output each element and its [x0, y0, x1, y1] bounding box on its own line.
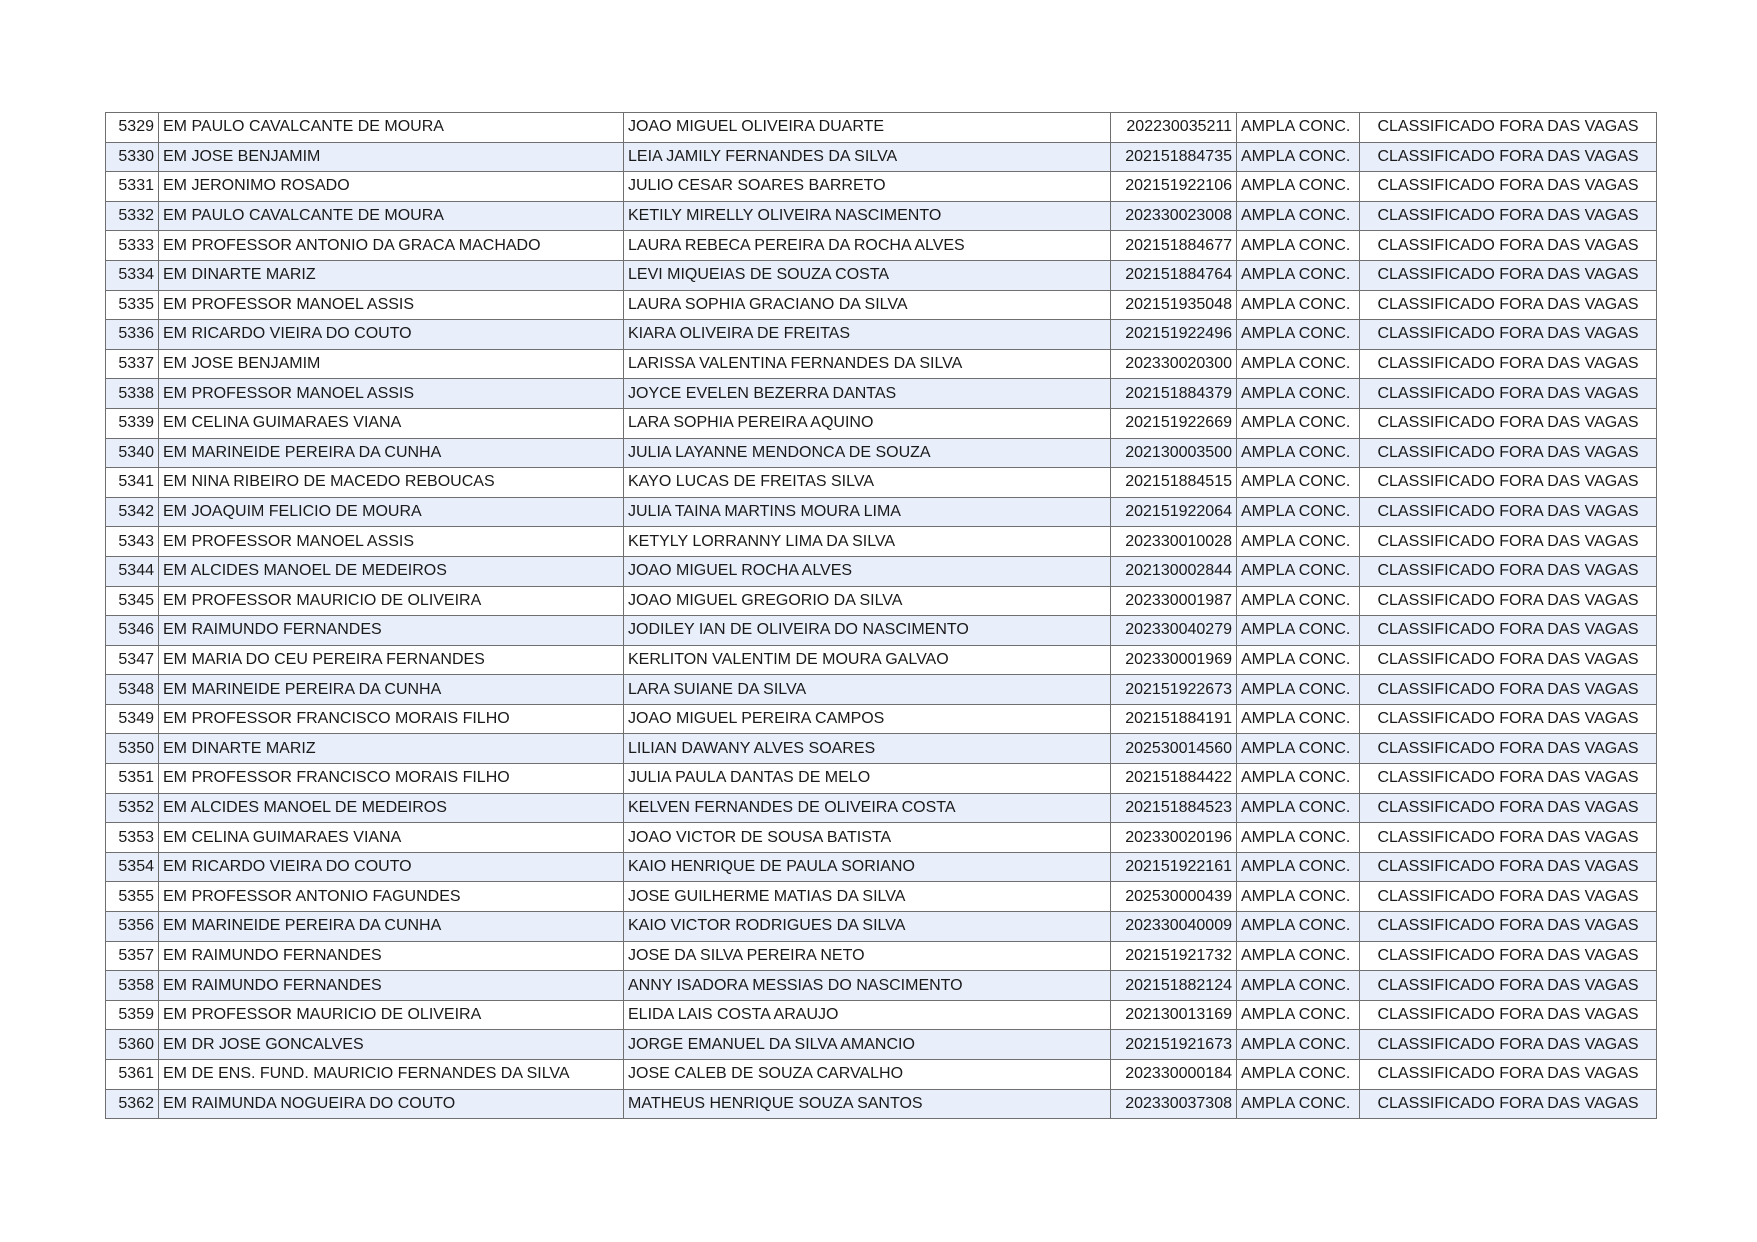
cell-position: 5331	[106, 172, 159, 202]
cell-status: CLASSIFICADO FORA DAS VAGAS	[1360, 1089, 1657, 1119]
cell-student-name: JODILEY IAN DE OLIVEIRA DO NASCIMENTO	[624, 616, 1111, 646]
cell-position: 5341	[106, 468, 159, 498]
cell-category: AMPLA CONC.	[1237, 468, 1360, 498]
cell-school: EM DINARTE MARIZ	[159, 734, 624, 764]
cell-registration: 202151884523	[1111, 793, 1237, 823]
cell-status: CLASSIFICADO FORA DAS VAGAS	[1360, 260, 1657, 290]
table-row	[106, 497, 1657, 527]
cell-registration: 202151884379	[1111, 379, 1237, 409]
table-row	[106, 675, 1657, 705]
cell-student-name: JOAO MIGUEL ROCHA ALVES	[624, 556, 1111, 586]
cell-status: CLASSIFICADO FORA DAS VAGAS	[1360, 201, 1657, 231]
cell-position: 5333	[106, 231, 159, 261]
cell-school: EM PAULO CAVALCANTE DE MOURA	[159, 201, 624, 231]
cell-position: 5330	[106, 142, 159, 172]
cell-status: CLASSIFICADO FORA DAS VAGAS	[1360, 320, 1657, 350]
cell-school: EM PROFESSOR MANOEL ASSIS	[159, 290, 624, 320]
cell-registration: 202330037308	[1111, 1089, 1237, 1119]
cell-category: AMPLA CONC.	[1237, 882, 1360, 912]
cell-registration: 202330020196	[1111, 823, 1237, 853]
cell-registration: 202330010028	[1111, 527, 1237, 557]
cell-student-name: KAYO LUCAS DE FREITAS SILVA	[624, 468, 1111, 498]
cell-status: CLASSIFICADO FORA DAS VAGAS	[1360, 438, 1657, 468]
cell-school: EM PROFESSOR MANOEL ASSIS	[159, 527, 624, 557]
table-row	[106, 704, 1657, 734]
cell-position: 5346	[106, 616, 159, 646]
cell-student-name: JOAO MIGUEL PEREIRA CAMPOS	[624, 704, 1111, 734]
cell-school: EM PAULO CAVALCANTE DE MOURA	[159, 113, 624, 143]
cell-student-name: JOSE DA SILVA PEREIRA NETO	[624, 941, 1111, 971]
cell-category: AMPLA CONC.	[1237, 1000, 1360, 1030]
cell-status: CLASSIFICADO FORA DAS VAGAS	[1360, 527, 1657, 557]
cell-category: AMPLA CONC.	[1237, 201, 1360, 231]
cell-registration: 202530014560	[1111, 734, 1237, 764]
cell-status: CLASSIFICADO FORA DAS VAGAS	[1360, 675, 1657, 705]
cell-position: 5353	[106, 823, 159, 853]
cell-category: AMPLA CONC.	[1237, 734, 1360, 764]
cell-registration: 202151922496	[1111, 320, 1237, 350]
cell-registration: 202151884677	[1111, 231, 1237, 261]
table-row	[106, 882, 1657, 912]
cell-category: AMPLA CONC.	[1237, 912, 1360, 942]
cell-status: CLASSIFICADO FORA DAS VAGAS	[1360, 823, 1657, 853]
cell-position: 5338	[106, 379, 159, 409]
cell-school: EM JERONIMO ROSADO	[159, 172, 624, 202]
cell-position: 5357	[106, 941, 159, 971]
table-row	[106, 113, 1657, 143]
cell-school: EM ALCIDES MANOEL DE MEDEIROS	[159, 793, 624, 823]
cell-registration: 202530000439	[1111, 882, 1237, 912]
cell-student-name: KAIO HENRIQUE DE PAULA SORIANO	[624, 852, 1111, 882]
cell-registration: 202151884422	[1111, 764, 1237, 794]
cell-registration: 202151922161	[1111, 852, 1237, 882]
cell-registration: 202151922064	[1111, 497, 1237, 527]
cell-registration: 202330001987	[1111, 586, 1237, 616]
cell-position: 5336	[106, 320, 159, 350]
table-row	[106, 793, 1657, 823]
cell-status: CLASSIFICADO FORA DAS VAGAS	[1360, 349, 1657, 379]
cell-category: AMPLA CONC.	[1237, 616, 1360, 646]
table-row	[106, 260, 1657, 290]
cell-student-name: LAURA SOPHIA GRACIANO DA SILVA	[624, 290, 1111, 320]
cell-student-name: JOYCE EVELEN BEZERRA DANTAS	[624, 379, 1111, 409]
cell-position: 5361	[106, 1060, 159, 1090]
cell-student-name: LARA SUIANE DA SILVA	[624, 675, 1111, 705]
cell-student-name: KETYLY LORRANNY LIMA DA SILVA	[624, 527, 1111, 557]
cell-category: AMPLA CONC.	[1237, 290, 1360, 320]
cell-registration: 202330020300	[1111, 349, 1237, 379]
cell-school: EM PROFESSOR ANTONIO FAGUNDES	[159, 882, 624, 912]
cell-status: CLASSIFICADO FORA DAS VAGAS	[1360, 379, 1657, 409]
table-row	[106, 971, 1657, 1001]
cell-category: AMPLA CONC.	[1237, 172, 1360, 202]
cell-category: AMPLA CONC.	[1237, 1030, 1360, 1060]
cell-status: CLASSIFICADO FORA DAS VAGAS	[1360, 290, 1657, 320]
cell-position: 5358	[106, 971, 159, 1001]
cell-school: EM RAIMUNDO FERNANDES	[159, 941, 624, 971]
cell-school: EM CELINA GUIMARAES VIANA	[159, 823, 624, 853]
cell-registration: 202330001969	[1111, 645, 1237, 675]
table-row	[106, 734, 1657, 764]
table-row	[106, 320, 1657, 350]
cell-school: EM DINARTE MARIZ	[159, 260, 624, 290]
cell-student-name: LAURA REBECA PEREIRA DA ROCHA ALVES	[624, 231, 1111, 261]
cell-category: AMPLA CONC.	[1237, 1089, 1360, 1119]
table-row	[106, 290, 1657, 320]
cell-registration: 202151884764	[1111, 260, 1237, 290]
cell-registration: 202330040009	[1111, 912, 1237, 942]
table-row	[106, 349, 1657, 379]
cell-status: CLASSIFICADO FORA DAS VAGAS	[1360, 882, 1657, 912]
cell-registration: 202130013169	[1111, 1000, 1237, 1030]
cell-student-name: KAIO VICTOR RODRIGUES DA SILVA	[624, 912, 1111, 942]
cell-student-name: JOSE GUILHERME MATIAS DA SILVA	[624, 882, 1111, 912]
cell-status: CLASSIFICADO FORA DAS VAGAS	[1360, 497, 1657, 527]
table-row	[106, 586, 1657, 616]
cell-category: AMPLA CONC.	[1237, 941, 1360, 971]
cell-position: 5343	[106, 527, 159, 557]
cell-student-name: LARISSA VALENTINA FERNANDES DA SILVA	[624, 349, 1111, 379]
cell-school: EM DE ENS. FUND. MAURICIO FERNANDES DA SILVA	[159, 1060, 624, 1090]
cell-school: EM RICARDO VIEIRA DO COUTO	[159, 852, 624, 882]
table-row	[106, 556, 1657, 586]
table-row	[106, 1000, 1657, 1030]
cell-category: AMPLA CONC.	[1237, 142, 1360, 172]
cell-student-name: JORGE EMANUEL DA SILVA AMANCIO	[624, 1030, 1111, 1060]
cell-status: CLASSIFICADO FORA DAS VAGAS	[1360, 704, 1657, 734]
cell-student-name: JULIA LAYANNE MENDONCA DE SOUZA	[624, 438, 1111, 468]
table-row	[106, 527, 1657, 557]
cell-status: CLASSIFICADO FORA DAS VAGAS	[1360, 912, 1657, 942]
cell-category: AMPLA CONC.	[1237, 793, 1360, 823]
cell-school: EM RICARDO VIEIRA DO COUTO	[159, 320, 624, 350]
cell-registration: 202151884735	[1111, 142, 1237, 172]
table-row	[106, 823, 1657, 853]
cell-position: 5334	[106, 260, 159, 290]
cell-position: 5355	[106, 882, 159, 912]
cell-student-name: KELVEN FERNANDES DE OLIVEIRA COSTA	[624, 793, 1111, 823]
cell-status: CLASSIFICADO FORA DAS VAGAS	[1360, 852, 1657, 882]
cell-school: EM RAIMUNDA NOGUEIRA DO COUTO	[159, 1089, 624, 1119]
table-row	[106, 764, 1657, 794]
cell-position: 5350	[106, 734, 159, 764]
cell-student-name: KERLITON VALENTIM DE MOURA GALVAO	[624, 645, 1111, 675]
cell-student-name: KETILY MIRELLY OLIVEIRA NASCIMENTO	[624, 201, 1111, 231]
cell-school: EM MARINEIDE PEREIRA DA CUNHA	[159, 438, 624, 468]
table-row	[106, 231, 1657, 261]
cell-category: AMPLA CONC.	[1237, 852, 1360, 882]
cell-school: EM MARIA DO CEU PEREIRA FERNANDES	[159, 645, 624, 675]
cell-registration: 202130003500	[1111, 438, 1237, 468]
cell-school: EM RAIMUNDO FERNANDES	[159, 616, 624, 646]
cell-school: EM ALCIDES MANOEL DE MEDEIROS	[159, 556, 624, 586]
cell-category: AMPLA CONC.	[1237, 823, 1360, 853]
cell-student-name: JULIA TAINA MARTINS MOURA LIMA	[624, 497, 1111, 527]
cell-category: AMPLA CONC.	[1237, 764, 1360, 794]
cell-position: 5344	[106, 556, 159, 586]
cell-status: CLASSIFICADO FORA DAS VAGAS	[1360, 941, 1657, 971]
cell-position: 5340	[106, 438, 159, 468]
table-row	[106, 1089, 1657, 1119]
cell-category: AMPLA CONC.	[1237, 349, 1360, 379]
cell-category: AMPLA CONC.	[1237, 527, 1360, 557]
cell-status: CLASSIFICADO FORA DAS VAGAS	[1360, 172, 1657, 202]
cell-school: EM PROFESSOR FRANCISCO MORAIS FILHO	[159, 704, 624, 734]
cell-category: AMPLA CONC.	[1237, 113, 1360, 143]
cell-category: AMPLA CONC.	[1237, 1060, 1360, 1090]
cell-school: EM PROFESSOR MAURICIO DE OLIVEIRA	[159, 586, 624, 616]
cell-school: EM CELINA GUIMARAES VIANA	[159, 408, 624, 438]
table-row	[106, 468, 1657, 498]
cell-position: 5339	[106, 408, 159, 438]
table-row	[106, 201, 1657, 231]
table-row	[106, 172, 1657, 202]
cell-status: CLASSIFICADO FORA DAS VAGAS	[1360, 793, 1657, 823]
cell-position: 5337	[106, 349, 159, 379]
cell-student-name: KIARA OLIVEIRA DE FREITAS	[624, 320, 1111, 350]
cell-status: CLASSIFICADO FORA DAS VAGAS	[1360, 113, 1657, 143]
table-row	[106, 438, 1657, 468]
cell-position: 5332	[106, 201, 159, 231]
cell-registration: 202151884191	[1111, 704, 1237, 734]
cell-registration: 202330040279	[1111, 616, 1237, 646]
cell-position: 5329	[106, 113, 159, 143]
cell-student-name: JULIA PAULA DANTAS DE MELO	[624, 764, 1111, 794]
cell-category: AMPLA CONC.	[1237, 675, 1360, 705]
cell-school: EM MARINEIDE PEREIRA DA CUNHA	[159, 675, 624, 705]
cell-student-name: LEIA JAMILY FERNANDES DA SILVA	[624, 142, 1111, 172]
cell-status: CLASSIFICADO FORA DAS VAGAS	[1360, 231, 1657, 261]
cell-status: CLASSIFICADO FORA DAS VAGAS	[1360, 408, 1657, 438]
cell-student-name: ELIDA LAIS COSTA ARAUJO	[624, 1000, 1111, 1030]
cell-registration: 202330023008	[1111, 201, 1237, 231]
cell-status: CLASSIFICADO FORA DAS VAGAS	[1360, 971, 1657, 1001]
cell-registration: 202130002844	[1111, 556, 1237, 586]
cell-category: AMPLA CONC.	[1237, 320, 1360, 350]
cell-school: EM RAIMUNDO FERNANDES	[159, 971, 624, 1001]
cell-registration: 202151935048	[1111, 290, 1237, 320]
table-row	[106, 1030, 1657, 1060]
cell-registration: 202151921673	[1111, 1030, 1237, 1060]
cell-student-name: LARA SOPHIA PEREIRA AQUINO	[624, 408, 1111, 438]
cell-student-name: LILIAN DAWANY ALVES SOARES	[624, 734, 1111, 764]
cell-status: CLASSIFICADO FORA DAS VAGAS	[1360, 1060, 1657, 1090]
table-row	[106, 616, 1657, 646]
cell-school: EM JOSE BENJAMIM	[159, 349, 624, 379]
cell-position: 5348	[106, 675, 159, 705]
cell-position: 5349	[106, 704, 159, 734]
cell-category: AMPLA CONC.	[1237, 438, 1360, 468]
cell-status: CLASSIFICADO FORA DAS VAGAS	[1360, 616, 1657, 646]
table-row	[106, 408, 1657, 438]
cell-status: CLASSIFICADO FORA DAS VAGAS	[1360, 1000, 1657, 1030]
cell-student-name: ANNY ISADORA MESSIAS DO NASCIMENTO	[624, 971, 1111, 1001]
cell-status: CLASSIFICADO FORA DAS VAGAS	[1360, 468, 1657, 498]
cell-registration: 202151922669	[1111, 408, 1237, 438]
table-row	[106, 1060, 1657, 1090]
cell-student-name: MATHEUS HENRIQUE SOUZA SANTOS	[624, 1089, 1111, 1119]
cell-school: EM PROFESSOR FRANCISCO MORAIS FILHO	[159, 764, 624, 794]
cell-category: AMPLA CONC.	[1237, 645, 1360, 675]
cell-registration: 202151922106	[1111, 172, 1237, 202]
cell-position: 5345	[106, 586, 159, 616]
cell-student-name: JULIO CESAR SOARES BARRETO	[624, 172, 1111, 202]
table-row	[106, 941, 1657, 971]
cell-position: 5347	[106, 645, 159, 675]
cell-position: 5356	[106, 912, 159, 942]
cell-position: 5359	[106, 1000, 159, 1030]
results-table	[105, 112, 1657, 1119]
cell-status: CLASSIFICADO FORA DAS VAGAS	[1360, 1030, 1657, 1060]
results-table-body	[106, 113, 1657, 1119]
cell-registration: 202151921732	[1111, 941, 1237, 971]
cell-category: AMPLA CONC.	[1237, 231, 1360, 261]
cell-status: CLASSIFICADO FORA DAS VAGAS	[1360, 764, 1657, 794]
cell-registration: 202330000184	[1111, 1060, 1237, 1090]
cell-registration: 202151882124	[1111, 971, 1237, 1001]
cell-category: AMPLA CONC.	[1237, 379, 1360, 409]
cell-position: 5360	[106, 1030, 159, 1060]
cell-position: 5342	[106, 497, 159, 527]
cell-position: 5351	[106, 764, 159, 794]
cell-status: CLASSIFICADO FORA DAS VAGAS	[1360, 645, 1657, 675]
cell-position: 5352	[106, 793, 159, 823]
cell-registration: 202230035211	[1111, 113, 1237, 143]
cell-category: AMPLA CONC.	[1237, 260, 1360, 290]
cell-category: AMPLA CONC.	[1237, 497, 1360, 527]
cell-school: EM PROFESSOR MAURICIO DE OLIVEIRA	[159, 1000, 624, 1030]
cell-school: EM PROFESSOR ANTONIO DA GRACA MACHADO	[159, 231, 624, 261]
cell-category: AMPLA CONC.	[1237, 971, 1360, 1001]
cell-school: EM JOAQUIM FELICIO DE MOURA	[159, 497, 624, 527]
table-row	[106, 852, 1657, 882]
cell-status: CLASSIFICADO FORA DAS VAGAS	[1360, 556, 1657, 586]
cell-position: 5362	[106, 1089, 159, 1119]
cell-registration: 202151922673	[1111, 675, 1237, 705]
cell-school: EM NINA RIBEIRO DE MACEDO REBOUCAS	[159, 468, 624, 498]
cell-category: AMPLA CONC.	[1237, 586, 1360, 616]
cell-student-name: JOSE CALEB DE SOUZA CARVALHO	[624, 1060, 1111, 1090]
cell-status: CLASSIFICADO FORA DAS VAGAS	[1360, 586, 1657, 616]
cell-position: 5335	[106, 290, 159, 320]
cell-registration: 202151884515	[1111, 468, 1237, 498]
table-row	[106, 142, 1657, 172]
cell-student-name: JOAO MIGUEL GREGORIO DA SILVA	[624, 586, 1111, 616]
cell-school: EM MARINEIDE PEREIRA DA CUNHA	[159, 912, 624, 942]
cell-school: EM DR JOSE GONCALVES	[159, 1030, 624, 1060]
cell-student-name: JOAO VICTOR DE SOUSA BATISTA	[624, 823, 1111, 853]
cell-status: CLASSIFICADO FORA DAS VAGAS	[1360, 734, 1657, 764]
cell-category: AMPLA CONC.	[1237, 704, 1360, 734]
table-row	[106, 379, 1657, 409]
cell-student-name: LEVI MIQUEIAS DE SOUZA COSTA	[624, 260, 1111, 290]
cell-category: AMPLA CONC.	[1237, 408, 1360, 438]
table-row	[106, 645, 1657, 675]
cell-category: AMPLA CONC.	[1237, 556, 1360, 586]
table-row	[106, 912, 1657, 942]
cell-status: CLASSIFICADO FORA DAS VAGAS	[1360, 142, 1657, 172]
cell-school: EM JOSE BENJAMIM	[159, 142, 624, 172]
cell-student-name: JOAO MIGUEL OLIVEIRA DUARTE	[624, 113, 1111, 143]
cell-school: EM PROFESSOR MANOEL ASSIS	[159, 379, 624, 409]
cell-position: 5354	[106, 852, 159, 882]
